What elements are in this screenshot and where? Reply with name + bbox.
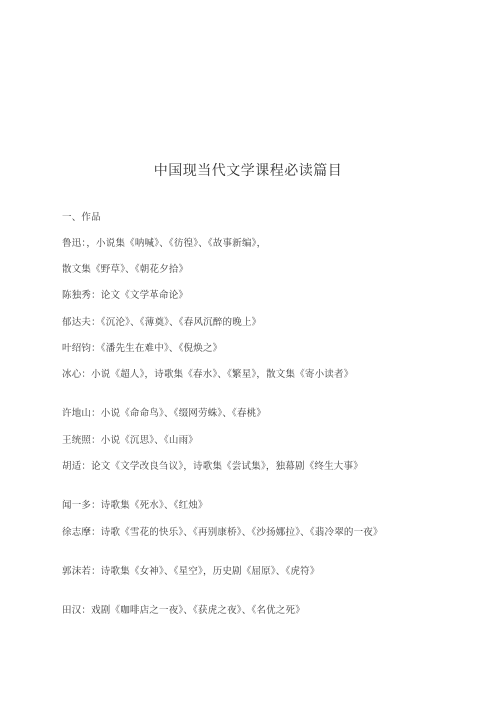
section-heading-works: 一、作品	[62, 212, 101, 223]
entry-line: 许地山：小说《命命鸟》、《缀网劳蛛》、《春桃》	[62, 408, 267, 419]
entry-line: 郭沫若：诗歌集《女神》、《星空》，历史剧《屈原》、《虎符》	[62, 566, 320, 577]
entry-line: 闻一多：诗歌集《死水》、《红烛》	[62, 500, 208, 511]
entry-line: 郁达夫：《沉沦》、《薄奠》、《春风沉醉的晚上》	[62, 317, 262, 328]
entry-line: 胡适：论文《文学改良刍议》，诗歌集《尝试集》，独幕剧《终生大事》	[62, 461, 363, 472]
entry-line: 冰心：小说《超人》，诗歌集《春水》、《繁星》，散文集《寄小读者》	[62, 369, 354, 380]
entry-line: 田汉：戏剧《咖啡店之一夜》、《获虎之夜》、《名优之死》	[62, 605, 305, 616]
entry-line: 鲁迅：，小说集《呐喊》、《彷徨》、《故事新编》，	[62, 238, 267, 249]
entry-line: 王统照：小说《沉思》、《山雨》	[62, 435, 199, 446]
entry-line: 徐志摩：诗歌《雪花的快乐》、《再别康桥》、《沙扬娜拉》、《翡冷翠的一夜》	[62, 527, 383, 538]
entry-line: 叶绍钧：《潘先生在难中》、《倪焕之》	[62, 343, 223, 354]
entry-line: 散文集《野草》、《朝花夕拾》	[62, 264, 189, 275]
document-title: 中国现当代文学课程必读篇目	[153, 163, 343, 179]
entry-line: 陈独秀：论文《文学革命论》	[62, 290, 189, 301]
